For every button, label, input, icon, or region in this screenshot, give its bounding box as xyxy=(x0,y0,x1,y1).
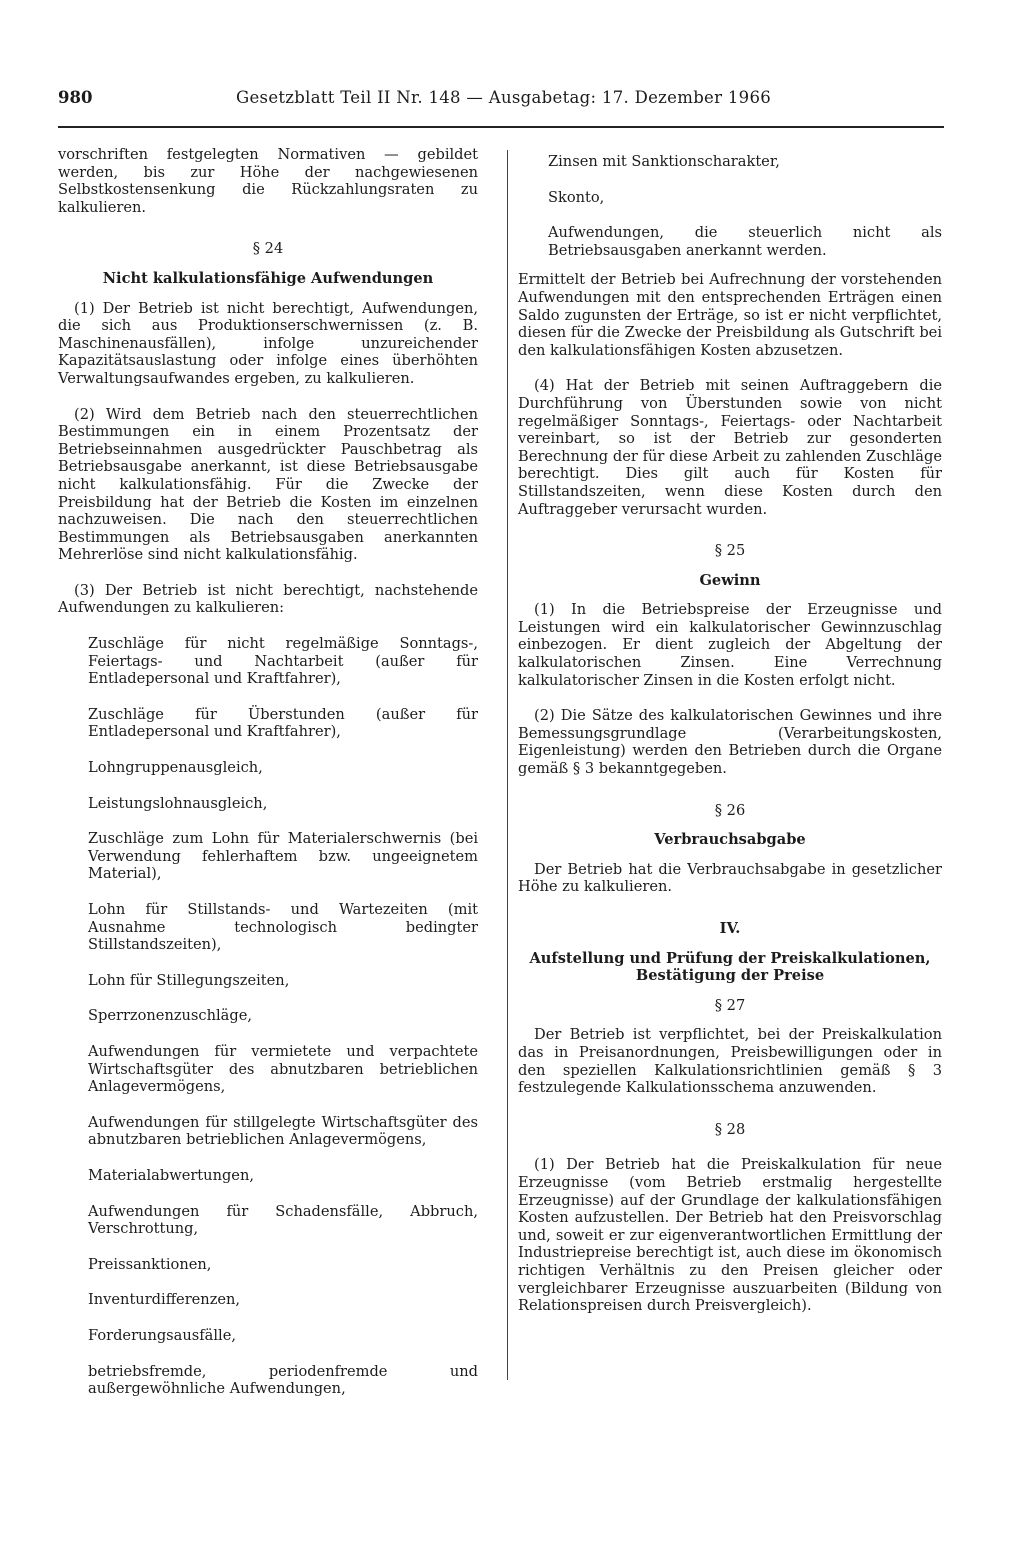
page-header xyxy=(58,88,944,110)
section-28-number: § 28 xyxy=(714,1120,746,1138)
list-item: Sperrzonenzuschläge, xyxy=(88,1007,252,1025)
list-item: Forderungsausfälle, xyxy=(88,1326,236,1344)
section-24-title: Nicht kalkulationsfähige Aufwendungen xyxy=(102,269,434,287)
list-item: Zuschläge zum Lohn für Materialerschwernis (bei Verwendung fehlerhaftem bzw. ungeeignetem Material), xyxy=(88,830,478,883)
section-25-paragraph-2: (2) Die Sätze des kalkulatorischen Gewinnes und ihre Bemessungsgrundlage (Verarbeitungskosten, Eigenleistung) werden den Betrieben durch die Organe gemäß § 3 bekanntgegeben. xyxy=(518,707,942,778)
section-26-number: § 26 xyxy=(714,801,746,819)
section-24-paragraph-3: (3) Der Betrieb ist nicht berechtigt, nachstehende Aufwendungen zu kalkulieren: xyxy=(58,581,478,617)
right-column xyxy=(518,153,942,1315)
running-head: Gesetzblatt Teil II Nr. 148 — Ausgabetag: 17. Dezember 1966 xyxy=(236,88,772,107)
section-26-title: Verbrauchsabgabe xyxy=(654,831,806,849)
intro-paragraph: vorschriften festgelegten Normativen — gebildet werden, bis zur Höhe der nachgewiesenen Selbstkostensenkung die Rückzahlungsraten zu kalkulieren. xyxy=(58,146,478,216)
section-28-paragraph-1: (1) Der Betrieb hat die Preiskalkulation für neue Erzeugnisse (vom Betrieb erstmalig hergestellte Erzeugnisse) auf der Grundlage der kalkulationsfähigen Kosten aufzustellen. Der Betrieb hat den Preisvorschlag und, soweit er zur eigenverantwortlichen Ermittlung der Industriepreise berechtigt ist, auch diese im ökonomisch richtigen Verhältnis zu den Preisen gleicher oder vergleichbarer Erzeugnisse auszuarbeiten (Bildung von Relationspreisen durch Preisvergleich). xyxy=(518,1156,942,1315)
section-24-paragraph-2: (2) Wird dem Betrieb nach den steuerrechtlichen Bestimmungen ein in einem Prozentsatz der Betriebseinnahmen ausgedrückter Pauschbetrag als Betriebsausgabe anerkannt, ist diese Betriebsausgabe nicht kalkulationsfähig. Für die Zwecke der Preisbildung hat der Betrieb die Kosten im einzelnen nachzuweisen. Die nach den steuerrechtlichen Bestimmungen als Betriebsausgaben anerkannten Mehrerlöse sind nicht kalkulationsfähig. xyxy=(58,405,478,564)
part-title-line-1: Aufstellung und Prüfung der Preiskalkulationen, xyxy=(529,949,931,967)
list-item: Materialabwertungen, xyxy=(88,1166,254,1184)
section-24-continuation: Ermittelt der Betrieb bei Aufrechnung der vorstehenden Aufwendungen mit den entsprechenden Erträgen einen Saldo zugunsten der Erträge, so ist er nicht verpflichtet, diesen für die Zwecke der Preisbildung als Gutschrift bei den kalkulationsfähigen Kosten abzusetzen. xyxy=(518,271,942,359)
list-item: Aufwendungen für vermietete und verpachtete Wirtschaftsgüter des abnutzbaren betrieblichen Anlagevermögens, xyxy=(88,1042,478,1096)
section-26-paragraph-1: Der Betrieb hat die Verbrauchsabgabe in gesetzlicher Höhe zu kalkulieren. xyxy=(518,860,942,896)
section-25-title: Gewinn xyxy=(699,571,761,589)
list-item: Zuschläge für nicht regelmäßige Sonntags-, Feiertags- und Nachtarbeit (außer für Entladepersonal und Kraftfahrer), xyxy=(88,635,478,688)
section-24-paragraph-1: (1) Der Betrieb ist nicht berechtigt, Aufwendungen, die sich aus Produktionserschwernissen (z. B. Maschinenausfällen), infolge unzureichender Kapazitätsauslastung oder infolge eines überhöhten Verwaltungsaufwandes ergeben, zu kalkulieren. xyxy=(58,299,478,387)
list-item: Aufwendungen für stillgelegte Wirtschaftsgüter des abnutzbaren betrieblichen Anlagevermögens, xyxy=(88,1113,478,1149)
section-25-number: § 25 xyxy=(714,542,746,560)
list-item: Zinsen mit Sanktionscharakter, xyxy=(548,153,780,170)
section-24-number: § 24 xyxy=(252,240,284,258)
left-column xyxy=(58,146,478,1398)
section-27-number: § 27 xyxy=(714,996,746,1014)
list-item: Aufwendungen für Schadensfälle, Abbruch, Verschrottung, xyxy=(88,1202,478,1238)
list-item: Lohngruppenausgleich, xyxy=(88,759,263,777)
list-item: Inventurdifferenzen, xyxy=(88,1291,241,1309)
section-24-paragraph-4: (4) Hat der Betrieb mit seinen Auftraggebern die Durchführung von Überstunden sowie von nicht regelmäßiger Sonntags-, Feiertags- oder Nachtarbeit vereinbart, so ist der Betrieb zur gesonderten Berechnung der für diese Arbeit zu zahlenden Zuschläge berechtigt. Dies gilt auch für Kosten für Stillstandszeiten, wenn diese Kosten durch den Auftraggeber verursacht wurden. xyxy=(518,377,942,518)
part-title-line-2: Bestätigung der Preise xyxy=(635,967,825,985)
list-item: Lohn für Stillstands- und Wartezeiten (mit Ausnahme technologisch bedingter Stillstandszeiten), xyxy=(88,901,478,954)
page-number: 980 xyxy=(58,88,93,107)
list-item: Preissanktionen, xyxy=(88,1255,212,1273)
part-number: IV. xyxy=(719,920,741,937)
list-item: Zuschläge für Überstunden (außer für Entladepersonal und Kraftfahrer), xyxy=(88,705,478,741)
section-25-paragraph-1: (1) In die Betriebspreise der Erzeugnisse und Leistungen wird ein kalkulatorischer Gewinnzuschlag einbezogen. Er dient zugleich der Abgeltung der kalkulatorischen Zinsen. Eine Verrechnung kalkulatorischer Zinsen in die Kosten erfolgt nicht. xyxy=(518,601,942,689)
list-item: Leistungslohnausgleich, xyxy=(88,794,268,812)
list-item: Aufwendungen, die steuerlich nicht als Betriebsausgaben anerkannt werden. xyxy=(548,224,942,259)
list-item: Skonto, xyxy=(548,188,605,206)
header-rule xyxy=(58,126,944,128)
list-item: betriebsfremde, periodenfremde und außergewöhnliche Aufwendungen, xyxy=(88,1362,478,1398)
column-divider xyxy=(507,150,508,1380)
section-27-paragraph-1: Der Betrieb ist verpflichtet, bei der Preiskalkulation das in Preisanordnungen, Preisbewilligungen oder in den speziellen Kalkulationsrichtlinien gemäß § 3 festzulegende Kalkulationsschema anzuwenden. xyxy=(518,1026,942,1097)
list-item: Lohn für Stillegungszeiten, xyxy=(88,971,290,989)
